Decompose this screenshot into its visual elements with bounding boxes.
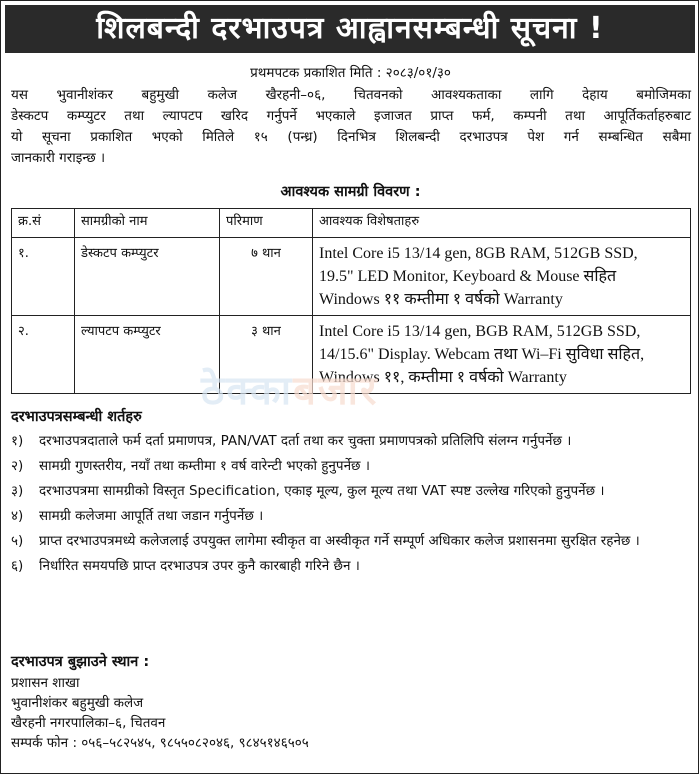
term-text: प्राप्त दरभाउपत्रमध्ये कलेजलाई उपयुक्त लागेमा स्वीकृत वा अस्वीकृत गर्ने सम्पूर्ण अधिकार कलेज प्रशासनमा सुरक्षित रहनेछ । [39,533,640,549]
notice-title: शिलबन्दी दरभाउपत्र आह्वानसम्बन्धी सूचना ! [5,5,695,53]
spec-line: Intel Core i5 13/14 gen, 8GB RAM, 512GB SSD, [319,245,638,262]
list-item [11,556,691,577]
term-text: सामग्री कलेजमा आपूर्ति तथा जडान गर्नुपर्नेछ । [39,508,264,524]
row-sn: २. [12,316,75,394]
spec-line: 14/15.6" Display. Webcam तथा Wi–Fi सुविधा सहित, [319,346,645,363]
row-spec [313,238,691,316]
intro-line: यस भुवानीशंकर बहुमुखी कलेज खैरहनी–०६, चितवनको आवश्यकताका लागि देहाय बमोजिमका [11,87,691,103]
spec-line: Windows ११ कम्तीमा १ वर्षको Warranty [319,291,563,308]
contact-phone: सम्पर्क फोन : ०५६–५८२५४५, ९८५५०८२०४६, ९८४५१४६५०५ [11,735,309,751]
term-number: ४) [11,508,24,524]
header-name: सामग्रीको नाम [75,209,220,238]
term-text: दरभाउपत्रदाताले फर्म दर्ता प्रमाणपत्र, PAN/VAT दर्ता तथा कर चुक्ता प्रमाणपत्रको प्रतिलिपि संलग्न गर्नुपर्नेछ । [39,433,572,449]
terms-list [11,431,691,581]
term-number: ५) [11,533,24,549]
list-item [11,456,691,477]
intro-paragraph [11,85,691,169]
terms-heading: दरभाउपत्रसम्बन्धी शर्तहरु [11,409,142,425]
address-line: भुवानीशंकर बहुमुखी कलेज [11,695,144,711]
watermark-part: बजार [293,368,379,414]
table-header-row [12,209,691,238]
intro-line: डेस्कटप कम्प्युटर तथा ल्यापटप खरिद गर्नुपर्ने भएकाले इजाजत प्राप्त फर्म, कम्पनी तथा आपूर्तिकर्ताहरुबाट [11,108,691,124]
publish-date: प्रथमपटक प्रकाशित मिति : २०८३/०१/३० [250,65,451,81]
term-number: ३) [11,483,24,499]
row-name: ल्यापटप कम्प्युटर [75,316,220,394]
row-name: डेस्कटप कम्प्युटर [75,238,220,316]
watermark-part: ठेक्का [201,368,294,414]
header-sn: क्र.सं [12,209,75,238]
materials-heading: आवश्यक सामग्री विवरण : [280,184,421,200]
row-qty: ७ थान [220,238,313,316]
spec-line: 19.5" LED Monitor, Keyboard & Mouse सहित [319,268,617,285]
term-text: निर्धारित समयपछि प्राप्त दरभाउपत्र उपर कुनै कारबाही गरिने छैन । [39,558,360,574]
intro-line: यो सूचना प्रकाशित भएको मितिले १५ (पन्ध्र) दिनभित्र शिलबन्दी दरभाउपत्र पेश गर्न सम्बन्धित सबैमा [11,129,691,145]
term-number: १) [11,433,24,449]
row-sn: १. [12,238,75,316]
header-spec: आवश्यक विशेषताहरु [313,209,691,238]
watermark-logo [201,361,378,416]
term-number: २) [11,458,24,474]
list-item [11,506,691,527]
list-item [11,481,691,502]
header-qty: परिमाण [220,209,313,238]
address-line: खैरहनी नगरपालिका–६, चितवन [11,715,166,731]
term-number: ६) [11,558,24,574]
row-qty: ३ थान [220,316,313,394]
list-item [11,531,691,552]
term-text: सामग्री गुणस्तरीय, नयाँ तथा कम्तीमा १ वर्ष वारेन्टी भएको हुनुपर्नेछ । [39,458,370,474]
list-item [11,431,691,452]
spec-line: Intel Core i5 13/14 gen, BGB RAM, 512GB SSD, [319,323,641,340]
table-row [12,238,691,316]
spec-line: Windows ११, कम्तीमा १ वर्षको Warranty [319,369,567,386]
address-line: प्रशासन शाखा [11,675,80,691]
intro-line: जानकारी गराइन्छ । [11,150,106,166]
submission-address [11,673,309,753]
submission-heading: दरभाउपत्र बुझाउने स्थान : [11,654,150,670]
term-text: दरभाउपत्रमा सामग्रीको विस्तृत Specification, एकाइ मूल्य, कुल मूल्य तथा VAT स्पष्ट उल्लेख गरिएको हुनुपर्नेछ । [39,483,605,499]
